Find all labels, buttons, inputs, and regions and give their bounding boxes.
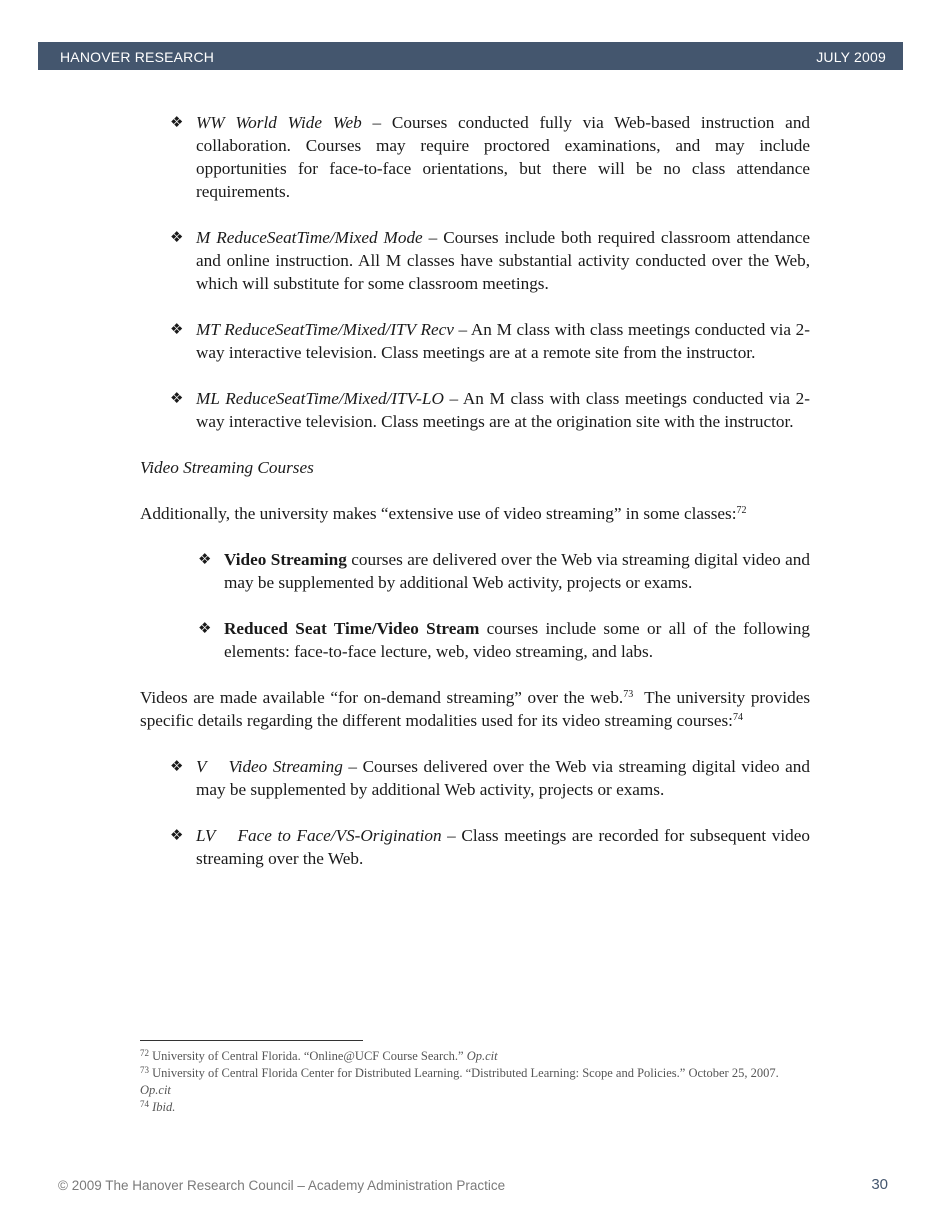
list-item <box>140 824 810 870</box>
footnote-text: University of Central Florida. “Online@UCF Course Search.” <box>149 1049 467 1063</box>
footer-copyright: © 2009 The Hanover Research Council – Academy Administration Practice <box>58 1178 506 1193</box>
bullet-diamond-icon: ❖ <box>170 228 184 246</box>
bullet-diamond-icon: ❖ <box>198 619 212 637</box>
intro-paragraph <box>140 502 810 525</box>
list-item <box>140 226 810 295</box>
mode-desc: – Courses include both required classroom attendance and online instruction. All M classes have substantial activity conducted over the Web, which will substitute for some classroom meetings. <box>196 228 811 293</box>
header-org: HANOVER RESEARCH <box>60 49 215 65</box>
mode-desc: – An M class with class meetings conducted via 2-way interactive television. Class meetings are at a remote site from the instructor. <box>196 320 810 362</box>
footnote-ref[interactable]: 73 <box>623 689 634 700</box>
bullet-diamond-icon: ❖ <box>170 320 184 338</box>
mode-code: LV Face to Face/VS-Origination <box>196 826 442 845</box>
mode-desc: – Courses conducted fully via Web-based instruction and collaboration. Courses may require proctored examinations, and may include opportunities for face-to-face orientations, but there will be no class attendance requirements. <box>196 113 811 201</box>
list-item <box>140 387 810 433</box>
footnote-ref[interactable]: 72 <box>736 505 747 516</box>
video-type-term: Video Streaming <box>224 550 347 569</box>
mode-desc: – An M class with class meetings conducted via 2-way interactive television. Class meetings are at the origination site with the instructor. <box>196 389 810 431</box>
videos-paragraph <box>140 686 815 732</box>
list-item <box>140 318 810 364</box>
footnote-divider <box>140 1040 363 1041</box>
mode-code: V Video Streaming <box>196 757 343 776</box>
mode-desc: – Courses delivered over the Web via streaming digital video and may be supplemented by additional Web activity, projects or exams. <box>196 757 810 799</box>
footnote-number: 73 <box>140 1065 149 1075</box>
document-body <box>140 111 815 893</box>
list-item <box>140 755 810 801</box>
bullet-diamond-icon: ❖ <box>170 757 184 775</box>
footnote-cite: Op.cit <box>466 1049 498 1063</box>
section-heading: Video Streaming Courses <box>140 458 314 477</box>
video-type-desc: courses are delivered over the Web via streaming digital video and may be supplemented by additional Web activity, projects or exams. <box>224 550 810 592</box>
list-item <box>140 111 810 203</box>
page-number: 30 <box>871 1176 888 1193</box>
footnote <box>140 1099 810 1116</box>
bullet-diamond-icon: ❖ <box>170 389 184 407</box>
mode-desc: – Class meetings are recorded for subsequent video streaming over the Web. <box>196 826 810 868</box>
mode-code: WW World Wide Web <box>196 113 362 132</box>
video-type-desc: courses include some or all of the following elements: face-to-face lecture, web, video streaming, and labs. <box>224 619 810 661</box>
header-date: JULY 2009 <box>816 49 886 65</box>
mode-code: M ReduceSeatTime/Mixed Mode <box>196 228 423 247</box>
footnote-text: University of Central Florida Center for Distributed Learning. “Distributed Learning: Scope and Policies.” October 25, 2007. <box>149 1066 779 1080</box>
video-type-term: Reduced Seat Time/Video Stream <box>224 619 480 638</box>
list-item <box>140 617 810 663</box>
bullet-diamond-icon: ❖ <box>170 826 184 844</box>
running-header <box>38 42 903 70</box>
videos-text-a: Videos are made available “for on-demand streaming” over the web. <box>140 688 624 707</box>
footnote-number: 74 <box>140 1099 149 1109</box>
footnote <box>140 1048 810 1065</box>
bullet-diamond-icon: ❖ <box>198 550 212 568</box>
mode-code: MT ReduceSeatTime/Mixed/ITV Recv <box>196 320 454 339</box>
footnote <box>140 1065 810 1099</box>
intro-text: Additionally, the university makes “extensive use of video streaming” in some classes: <box>140 504 737 523</box>
footnote-number: 72 <box>140 1048 149 1058</box>
footnote-cite: Ibid. <box>152 1100 176 1114</box>
footnote-cite: Op.cit <box>140 1083 171 1097</box>
list-item <box>140 548 810 594</box>
videos-text-b: The university provides specific details regarding the different modalities used for its video streaming courses: <box>140 688 815 730</box>
bullet-diamond-icon: ❖ <box>170 113 184 131</box>
footnotes <box>140 1048 810 1116</box>
footnote-ref[interactable]: 74 <box>732 712 743 723</box>
mode-code: ML ReduceSeatTime/Mixed/ITV-LO <box>196 389 444 408</box>
